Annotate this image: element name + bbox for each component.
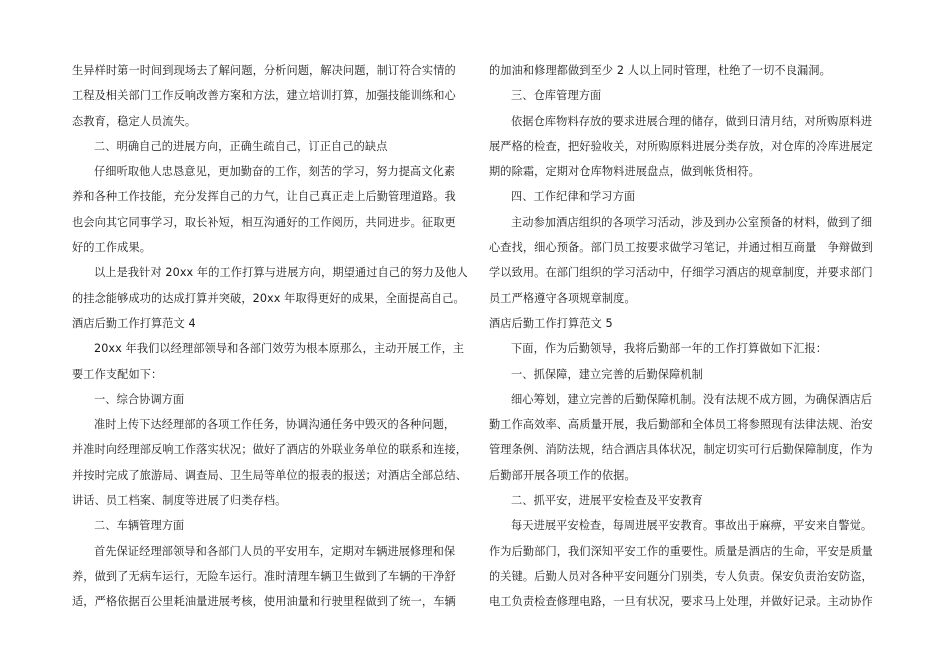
text-line: 好的工作成果。 [72,241,152,255]
text-line: 酒店后勤工作打算范文 5 [489,316,613,330]
text-line: 仔细听取他人忠恳意见，更加勤奋的工作，刻苦的学习，努力提高文化素 [94,165,456,179]
text-line: 二、车辆管理方面 [94,519,185,533]
text-line: 也会向其它同事学习，取长补短，相互沟通好的工作阅历，共同进步。征取更 [72,215,456,229]
right-text-column [489,58,881,615]
text-line: 养，做到了无病车运行，无险车运行。准时清理车辆卫生做到了车辆的干净舒 [72,569,456,583]
text-line: 心查找，细心预备。部门员工按要求做学习笔记，并通过相互商量 争辩做到 [489,241,873,255]
text-line: 工程及相关部门工作反响改善方案和方法，建立培训打算，加强技能训练和心 [72,89,456,103]
text-line: 酒店后勤工作打算范文 4 [72,316,196,330]
text-line: 二、明确自己的进展方向，正确生疏自己，订正自己的缺点 [94,139,388,153]
text-line: 的加油和修理都做到至少 2 人以上同时管理，杜绝了一切不良漏洞。 [489,64,831,77]
text-line: 期的除霜，定期对仓库物料进展盘点，做到帐货相符。 [489,165,760,179]
text-line: 一、抓保障，建立完善的后勤保障机制 [511,367,703,381]
text-line: 生异样时第一时间到现场去了解问题，分析问题，解决问题，制订符合实情的 [72,64,456,77]
text-line: 讲话、员工档案、制度等进展了归类存档。 [72,494,287,508]
text-line: 以上是我针对 20xx 年的工作打算与进展方向，期望通过自己的努力及他人 [94,266,468,280]
text-line: 管理条例、消防法规，结合酒店具体状况，制定切实可行后勤保障制度，作为 [489,443,873,457]
text-line: 一、综合协调方面 [94,392,185,406]
text-line: 三、仓库管理方面 [511,89,602,103]
text-line: 准时上传下达经理部的各项工作任务，协调沟通任务中毁灭的各种问题， [94,418,456,432]
text-line: 适，严格依据百公里耗油量进展考核，使用油量和行驶里程做到了统一，车辆 [72,595,456,609]
text-line: 下面，作为后勤领导，我将后勤部一年的工作打算做如下汇报： [511,342,828,356]
text-line: 每天进展平安检查，每周进展平安教育。事故出于麻痹，平安来自警觉。 [511,519,873,533]
text-line: 首先保证经理部领导和各部门人员的平安用车，定期对车辆进展修理和保 [94,544,456,558]
text-line: 要工作支配如下： [72,367,163,381]
left-text-column [72,58,468,615]
text-line: 依据仓库物料存放的要求进展合理的储存，做到日清月结，对所购原料进 [511,114,873,128]
text-line: 后勤部开展各项工作的依据。 [489,468,636,482]
text-line: 20xx 年我们以经理部领导和各部门效劳为根本原那么，主动开展工作，主 [94,342,465,356]
text-line: 并按时完成了旅游局、调查局、卫生局等单位的报表的报送；对酒店全部总结、 [72,468,468,482]
text-line: 养和各种工作技能，充分发挥自己的力气，让自己真正走上后勤管理道路。我 [72,190,456,204]
text-line: 展严格的检查，把好验收关，对所购原料进展分类存放，对仓库的冷库进展定 [489,139,873,153]
text-line: 电工负责检查修理电路，一旦有状况，要求马上处理，并做好记录。主动协作 [489,595,873,609]
text-line: 态教育，稳定人员流失。 [72,114,197,128]
text-line: 员工严格遵守各项规章制度。 [489,291,636,305]
text-line: 勤工作高效率、高质量开展，我后勤部和全体员工将参照现有法律法规、治安 [489,418,873,432]
text-line: 并准时向经理部反响工作落实状况；做好了酒店的外联业务单位的联系和连接， [72,443,468,457]
text-line: 二、抓平安，进展平安检查及平安教育 [511,494,703,508]
text-line: 的关键。后勤人员对各种平安问题分门别类，专人负责。保安负责治安防盗， [489,569,873,583]
text-line: 作为后勤部门，我们深知平安工作的重要性。质量是酒店的生命，平安是质量 [489,544,873,558]
text-line: 细心筹划，建立完善的后勤保障机制。没有法规不成方圆，为确保酒店后 [511,392,873,406]
text-line: 四、工作纪律和学习方面 [511,190,636,204]
text-line: 主动参加酒店组织的各项学习活动，涉及到办公室预备的材料，做到了细 [511,215,873,229]
text-line: 学以致用。在部门组织的学习活动中，仔细学习酒店的规章制度，并要求部门 [489,266,873,280]
text-line: 的挂念能够成功的达成打算并突破，20xx 年取得更好的成果，全面提高自己。 [72,291,465,305]
